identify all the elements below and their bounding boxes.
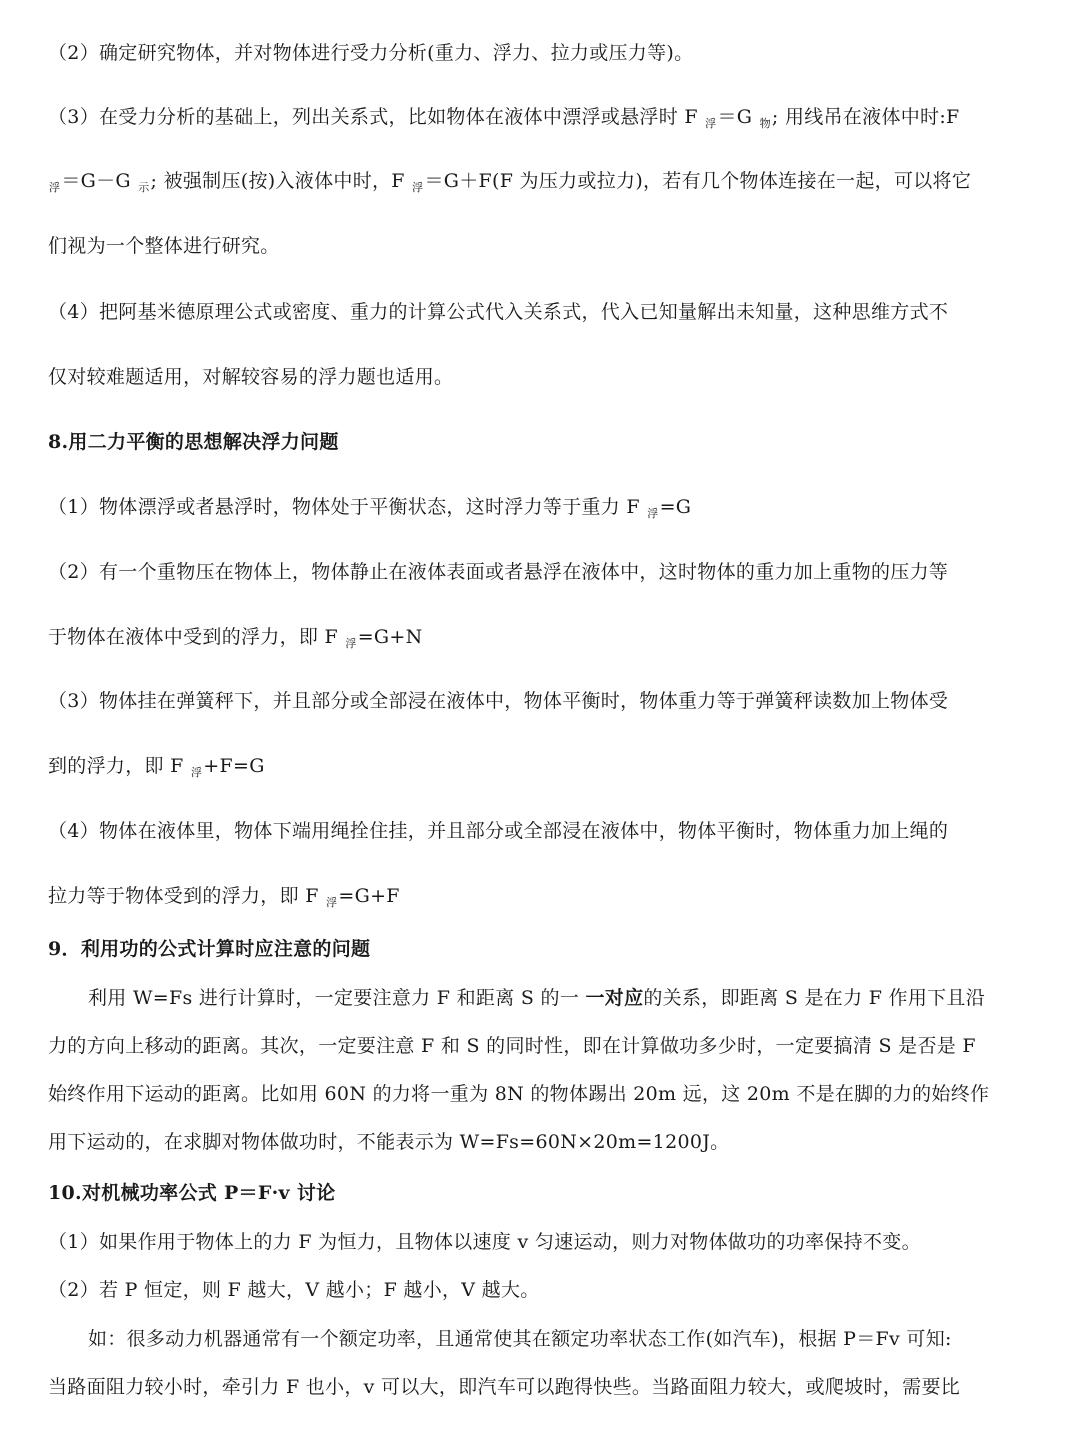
sec9-para-line2: 力的方向上移动的距离。其次，一定要注意 F 和 S 的同时性，即在计算做功多少时，一定要搞清 S 是否是 F	[48, 1035, 976, 1057]
sec8-item2-line1: （2）有一个重物压在物体上，物体静止在液体表面或者悬浮在液体中，这时物体的重力加上重物的压力等	[48, 561, 949, 583]
sec7-item3-line1: （3）在受力分析的基础上，列出关系式，比如物体在液体中漂浮或悬浮时 F $_浮$＝G $_物$; 用线吊在液体中时:F	[48, 106, 960, 130]
sec8-heading: 8.用二力平衡的思想解决浮力问题	[48, 431, 339, 453]
sec8-item4-line1: （4）物体在液体里，物体下端用绳拴住挂，并且部分或全部浸在液体中，物体平衡时，物体重力加上绳的	[48, 820, 949, 842]
sec7-item3-line3: 们视为一个整体进行研究。	[48, 235, 280, 257]
sec8-item2-line2: 于物体在液体中受到的浮力，即 F $_浮$=G+N	[48, 626, 423, 650]
sec8-item1: （1）物体漂浮或者悬浮时，物体处于平衡状态，这时浮力等于重力 F $_浮$=G	[48, 496, 692, 520]
sec7-item4-line1: （4）把阿基米德原理公式或密度、重力的计算公式代入关系式，代入已知量解出未知量，这种思维方式不	[48, 301, 949, 323]
sec7-item2-line: （2）确定研究物体，并对物体进行受力分析(重力、浮力、拉力或压力等)。	[48, 42, 694, 64]
sec10-item2: （2）若 P 恒定，则 F 越大，V 越小；F 越小，V 越大。	[48, 1279, 540, 1301]
sec10-para-line2: 当路面阻力较小时，牵引力 F 也小，v 可以大，即汽车可以跑得快些。当路面阻力较大，或爬坡时，需要比	[48, 1376, 961, 1398]
sec8-item3-line2: 到的浮力，即 F $_浮$+F=G	[48, 755, 265, 779]
sec9-para-line3: 始终作用下运动的距离。比如用 60N 的力将一重为 8N 的物体踢出 20m 远，这 20m 不是在脚的力的始终作	[48, 1083, 990, 1105]
sec10-para-line1: 如：很多动力机器通常有一个额定功率，且通常使其在额定功率状态工作(如汽车)，根据 P＝Fv 可知:	[88, 1328, 952, 1350]
sec9-heading: 9．利用功的公式计算时应注意的问题	[48, 938, 371, 960]
sec10-heading: 10.对机械功率公式 P＝F·v 讨论	[48, 1182, 336, 1204]
sec7-item4-line2: 仅对较难题适用，对解较容易的浮力题也适用。	[48, 366, 454, 388]
sec9-para-line4: 用下运动的，在求脚对物体做功时，不能表示为 W=Fs=60N×20m=1200J。	[48, 1131, 730, 1153]
sec8-item4-line2: 拉力等于物体受到的浮力，即 F $_浮$=G+F	[48, 885, 400, 909]
sec9-para-line1: 利用 W=Fs 进行计算时，一定要注意力 F 和距离 S 的一 一对应的关系，即距离 S 是在力 F 作用下且沿	[88, 987, 986, 1009]
sec7-item3-line2: $_浮$＝G－G $_示$; 被强制压(按)入液体中时，F $_浮$＝G＋F(F 为压力或拉力)，若有几个物体连接在一起，可以将它	[49, 170, 972, 194]
sec8-item3-line1: （3）物体挂在弹簧秤下，并且部分或全部浸在液体中，物体平衡时，物体重力等于弹簧秤读数加上物体受	[48, 690, 949, 712]
sec10-item1: （1）如果作用于物体上的力 F 为恒力，且物体以速度 v 匀速运动，则力对物体做功的功率保持不变。	[48, 1231, 921, 1253]
